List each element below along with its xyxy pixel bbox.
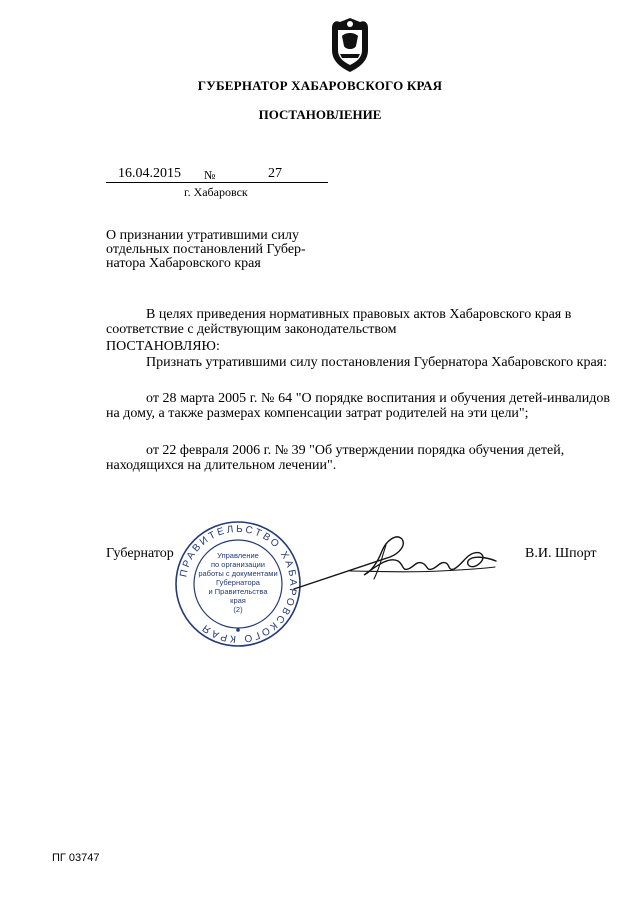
- date-underline: [106, 182, 328, 183]
- stamp-inner-line: работы с документами: [198, 569, 278, 578]
- city: г. Хабаровск: [184, 185, 248, 199]
- handwritten-signature: [290, 527, 500, 597]
- number-sign: №: [204, 168, 216, 182]
- stamp-inner-line: Губернатора: [216, 578, 260, 587]
- stamp-inner-line: и Правительства: [208, 587, 268, 596]
- document-date: 16.04.2015: [118, 166, 181, 181]
- item-2: от 22 февраля 2006 г. № 39 "Об утверждении порядка обучения детей, находящихся на длительном лечении".: [106, 443, 565, 473]
- subject-line: отдельных постановлений Губер-: [106, 242, 306, 257]
- signatory-position: Губернатор: [106, 546, 174, 561]
- stamp-inner-line: (2): [233, 605, 243, 614]
- intro-paragraph: В целях приведения нормативных правовых актов Хабаровского края в соответствие с действующим законодательством: [106, 307, 572, 337]
- decree-word: ПОСТАНОВЛЯЮ:: [106, 339, 220, 354]
- header-title: ГУБЕРНАТОР ХАБАРОВСКОГО КРАЯ: [197, 78, 443, 93]
- stamp-inner-line: Управление: [217, 551, 259, 560]
- document-type: ПОСТАНОВЛЕНИЕ: [258, 107, 382, 122]
- signatory-name: В.И. Шпорт: [525, 546, 597, 561]
- subject-line: натора Хабаровского края: [106, 256, 261, 271]
- coat-of-arms-icon: [326, 16, 374, 74]
- stamp-ring-text: ПРАВИТЕЛЬСТВО ХАБАРОВСКОГО КРАЯ: [178, 523, 299, 645]
- subject: [106, 229, 356, 271]
- document-code: ПГ 03747: [52, 852, 100, 864]
- stamp-inner-line: по организации: [210, 560, 266, 569]
- subject-line: О признании утратившими силу: [106, 228, 299, 243]
- stamp-inner-line: края: [230, 596, 246, 605]
- document-number: 27: [268, 166, 282, 181]
- item-1: от 28 марта 2005 г. № 64 "О порядке воспитания и обучения детей-инвалидов на дому, а также размерах компенсации затрат родителей на эти цели";: [106, 391, 610, 421]
- official-stamp: [172, 518, 304, 650]
- recognize-paragraph: Признать утратившими силу постановления Губернатора Хабаровского края:: [146, 355, 608, 370]
